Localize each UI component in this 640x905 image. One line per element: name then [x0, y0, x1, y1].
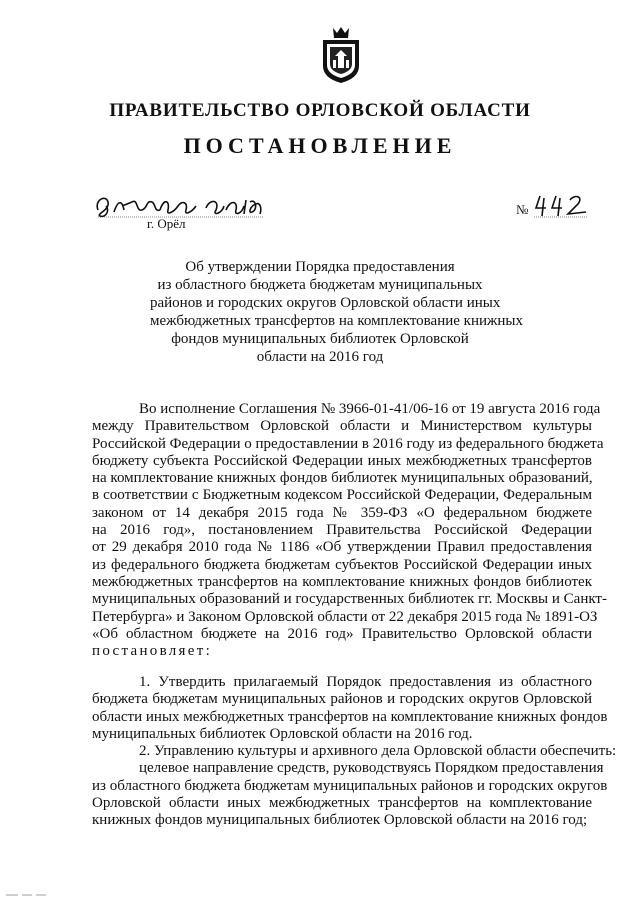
text-line: области иных межбюджетных трансфертов на комплектование книжных фондов	[92, 708, 608, 725]
resolution-items	[92, 674, 617, 830]
subject-line: фондов муниципальных библиотек Орловской	[171, 331, 469, 347]
text-line: из областного бюджета бюджетам муниципальных районов и городских округов	[92, 777, 608, 794]
text-line: 2. Управлению культуры и архивного дела Орловской области обеспечить:	[139, 743, 617, 760]
subject-line: Об утверждении Порядка предоставления	[185, 259, 455, 275]
text-line: «Об областном бюджете на 2016 год» Правительство Орловской области	[92, 625, 592, 642]
text-line: бюджету субъекта Российской Федерации иных межбюджетных трансфертов	[92, 452, 592, 469]
text-line: на 2016 год», постановлением Правительства Российской Федерации	[92, 522, 592, 539]
text-line: Российской Федерации о предоставлении в 2016 году из федерального бюджета	[92, 435, 604, 452]
text-line: в соответствии с Бюджетным кодексом Российской Федерации, Федеральным	[92, 487, 592, 504]
text-line: муниципальных образований и государственных библиотек гг. Москвы и Санкт-	[92, 591, 607, 608]
subject-line: межбюджетных трансфертов на комплектование книжных	[150, 313, 523, 329]
subject-line: районов и городских округов Орловской области иных	[150, 295, 501, 311]
text-line: книжных фондов муниципальных библиотек Орловской области на 2016 год;	[92, 812, 588, 829]
text-line: муниципальных библиотек Орловской области на 2016 год.	[92, 725, 473, 742]
text-line: целевое направление средств, руководствуясь Порядком предоставления	[139, 760, 604, 777]
text-line: на комплектование книжных фондов библиотек муниципальных образований,	[92, 470, 593, 487]
text-line: Орловской области иных межбюджетных трансфертов на комплектование	[92, 795, 592, 812]
coat-of-arms-emblem	[319, 26, 363, 84]
text-line: Во исполнение Соглашения № 3966-01-41/06-16 от 19 августа 2016 года	[139, 401, 601, 417]
text-line: бюджета бюджетам муниципальных районов и городских округов Орловской	[92, 691, 592, 708]
text-line: из федерального бюджета бюджетам субъектов Российской Федерации иных	[92, 556, 592, 573]
text-line: 1. Утвердить прилагаемый Порядок предоставления из областного	[139, 674, 592, 690]
government-title: ПРАВИТЕЛЬСТВО ОРЛОВСКОЙ ОБЛАСТИ	[109, 100, 531, 121]
text-line: от 29 декабря 2010 года № 1186 «Об утверждении Правил предоставления	[92, 539, 592, 556]
scan-mark	[6, 892, 48, 898]
preamble-paragraph	[92, 401, 607, 660]
text-line: Петербурга» и Законом Орловской области от 22 декабря 2015 года № 1891-ОЗ	[92, 608, 598, 625]
handwritten-number	[534, 190, 590, 220]
text-line: между Правительством Орловской области и Министерством культуры	[92, 418, 592, 435]
text-line: межбюджетных трансфертов на комплектование книжных фондов библиотек	[92, 573, 592, 590]
number-label: №	[516, 202, 529, 217]
place-of-issue: г. Орёл	[147, 216, 186, 231]
text-line: законом от 14 декабря 2015 года № 359-ФЗ «О федеральном бюджете	[92, 504, 592, 521]
resolution-subject	[150, 258, 523, 366]
resolves-word: постановляет:	[92, 643, 213, 660]
subject-line: области на 2016 год	[256, 349, 384, 365]
subject-line: из областного бюджета бюджетам муниципальных	[157, 277, 483, 293]
document-type-heading: ПОСТАНОВЛЕНИЕ	[183, 133, 457, 158]
